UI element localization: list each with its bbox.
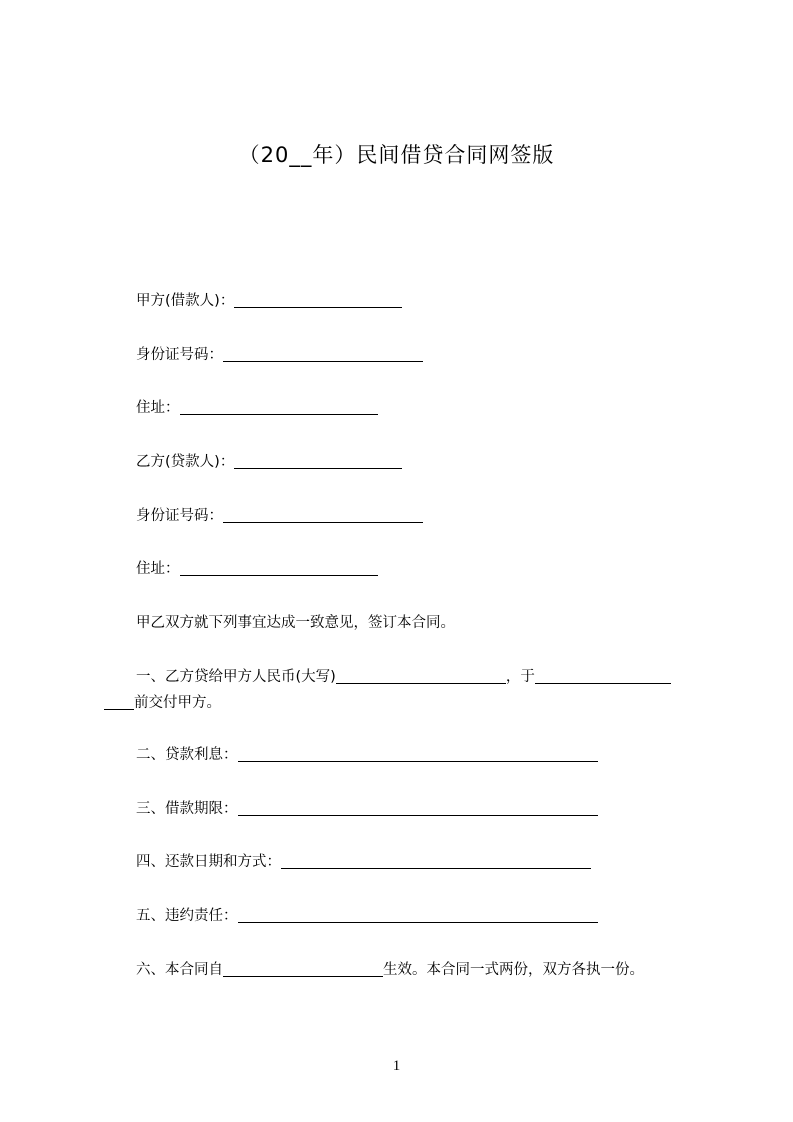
loan-amount-blank [336, 667, 506, 684]
delivery-date-blank-continued [104, 693, 134, 710]
party-b-address-label: 住址： [136, 561, 180, 577]
party-a-label: 甲方(借款人)： [136, 293, 235, 309]
party-b-name-blank [234, 452, 402, 469]
party-b-id-label: 身份证号码： [136, 508, 223, 524]
party-a-address-line [136, 397, 378, 419]
clause-6-text-end: 生效。本合同一式两份，双方各执一份。 [383, 962, 644, 978]
party-a-line [136, 290, 402, 312]
clause-6-text-start: 六、本合同自 [136, 962, 223, 978]
party-b-address-line [136, 558, 378, 580]
party-b-label: 乙方(贷款人)： [136, 454, 235, 470]
party-b-line [136, 451, 402, 473]
party-b-id-blank [223, 506, 423, 523]
party-b-id-line [136, 505, 423, 527]
clause-5-label: 五、违约责任： [136, 908, 238, 924]
clause-6-line [136, 959, 644, 981]
effective-date-blank [223, 960, 383, 977]
party-a-address-blank [180, 398, 378, 415]
loan-term-blank [238, 799, 598, 816]
liability-blank [238, 906, 598, 923]
clause-1-text-end: 前交付甲方。 [134, 695, 221, 711]
clause-2-line [136, 744, 598, 766]
party-a-id-line [136, 344, 423, 366]
document-title: （20__年）民间借贷合同网签版 [238, 143, 555, 167]
clause-1-continuation [104, 692, 221, 714]
clause-3-line [136, 798, 598, 820]
clause-1-text-start: 一、乙方贷给甲方人民币(大写) [136, 669, 336, 685]
clause-1-line [136, 666, 671, 688]
clause-4-line [136, 851, 591, 873]
party-a-id-label: 身份证号码： [136, 347, 223, 363]
page-number: 1 [392, 1058, 401, 1074]
delivery-date-blank [535, 667, 671, 684]
party-a-address-label: 住址： [136, 400, 180, 416]
party-b-address-blank [180, 559, 378, 576]
repayment-blank [281, 852, 591, 869]
clause-5-line [136, 905, 598, 927]
party-a-id-blank [223, 345, 423, 362]
clause-3-label: 三、借款期限： [136, 801, 238, 817]
clause-2-label: 二、贷款利息： [136, 747, 238, 763]
party-a-name-blank [234, 291, 402, 308]
intro-paragraph: 甲乙双方就下列事宜达成一致意见，签订本合同。 [136, 615, 455, 631]
clause-4-label: 四、还款日期和方式： [136, 854, 281, 870]
interest-blank [238, 745, 598, 762]
clause-1-text-middle: ，于 [505, 669, 535, 685]
